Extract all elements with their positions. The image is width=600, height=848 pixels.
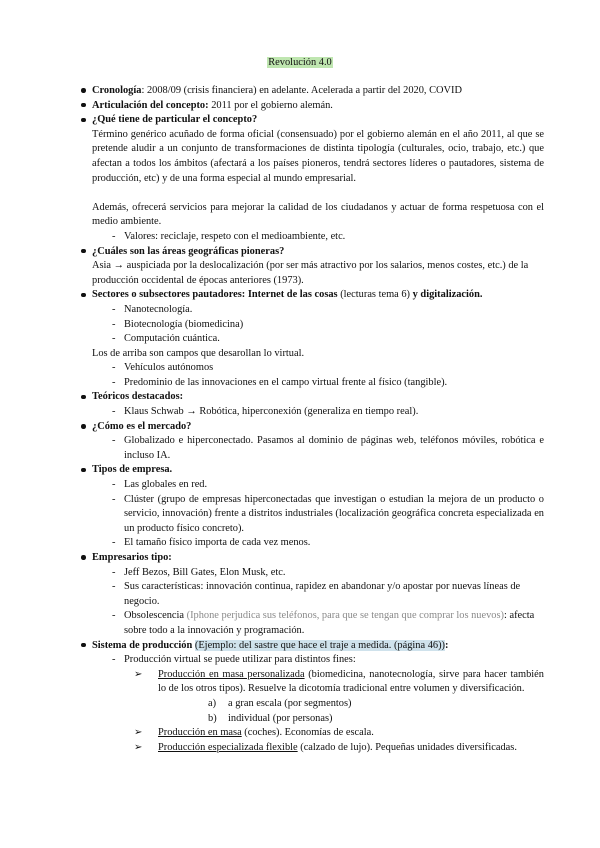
bullet-cronologia (92, 84, 544, 99)
label-sectores: Sectores o subsectores pautadores: Internet de las cosas (92, 289, 338, 301)
letter-marker: a) (208, 697, 217, 709)
bullet-dot-icon (81, 99, 90, 114)
arrow-bullet-icon: ➢ (134, 741, 143, 753)
lettered-text: individual (por personas) (228, 712, 333, 724)
sub-item: - Klaus Schwab → Robótica, hiperconexión (generaliza en tiempo real). (112, 406, 419, 418)
sub-text: Globalizado e hiperconectado. Pasamos al dominio de páginas web, teléfonos móviles, robótica e incluso IA. (124, 435, 544, 461)
sub-item: - Globalizado e hiperconectado. Pasamos al dominio de páginas web, teléfonos móviles, robótica e incluso IA. (112, 435, 544, 461)
sub-item: - Computación cuántica. (112, 333, 220, 345)
sub-item: - Nanotecnología. (112, 303, 193, 315)
sub-text: Vehículos autónomos (124, 362, 214, 374)
particular-para-1: Término genérico acuñado de forma oficial (consensuado) por el gobierno alemán en el año 2011, al que se pretende aludir a un conjunto de transformaciones de distinta tipología (culturales, ocio, trabajo, etc.) que afectan a todos los ámbitos (afectará a los países pioneros, tendrá sectores líderes o pautadores, sistema de producción, etc) y de una forma especial al mundo empresarial. (92, 128, 544, 184)
sub-text: Biotecnología (biomedicina) (124, 318, 244, 330)
bullet-empresarios (92, 551, 544, 566)
label-teoricos: Teóricos destacados: (92, 391, 184, 403)
sub-item: - Vehículos autónomos (112, 362, 214, 374)
bullet-mercado (92, 420, 544, 435)
sub-item: - Biotecnología (biomedicina) (112, 318, 244, 330)
sub-item: - El tamaño físico importa de cada vez menos. (112, 537, 311, 549)
bullet-teoricos (92, 390, 544, 405)
sub-text: Las globales en red. (124, 479, 208, 491)
bullet-dot-icon (81, 84, 90, 99)
label-mercado: ¿Cómo es el mercado? (92, 420, 192, 432)
sub-text: Predominio de las innovaciones en el campo virtual frente al físico (tangible). (124, 376, 448, 388)
particular-para-2: Además, ofrecerá servicios para mejorar la calidad de los ciudadanos y actuar de forma respetuosa con el medio ambiente. (92, 201, 544, 228)
arrow-item (92, 668, 544, 697)
sectores-mid: (lecturas tema 6) (337, 289, 413, 301)
sub-text: Valores: reciclaje, respeto con el medioambiente, etc. (124, 230, 346, 242)
underlined-term: Producción en masa personalizada (158, 668, 305, 680)
bullet-dot-icon (81, 113, 90, 128)
sub-item: - Clúster (grupo de empresas hiperconectadas que investigan o estudian la mejora de un producto o servicio, innovación) frente a distritos industriales (localización geográfica concreta especializada en un producto físico concreto). (112, 493, 544, 534)
highlight-ejemplo: (Ejemplo: del sastre que hace el traje a medida. (página 46)) (194, 639, 446, 651)
bullet-dot-icon (81, 463, 90, 478)
label-sistema: Sistema de producción (92, 639, 193, 651)
arrow-text: (biomedicina, nanotecnología, sirve para hacer también lo de los otros tipos). Resuelve la dicotomía tradicional entre volumen y diversificación. (158, 668, 544, 695)
arrow-text: (coches). Economías de escala. (241, 727, 374, 739)
sectores-text: Los de arriba son campos que desarollan lo virtual. (92, 347, 305, 359)
label-end: : (445, 639, 449, 651)
arrow-item (92, 726, 544, 741)
arrow-bullet-icon: ➢ (134, 668, 143, 680)
sub-text: Obsolescencia (124, 610, 187, 622)
bullet-dot-icon (81, 288, 90, 303)
bullet-sectores (92, 288, 544, 303)
lettered-text: a gran escala (por segmentos) (228, 697, 352, 709)
page-title (0, 56, 600, 71)
bullet-dot-icon (81, 245, 90, 260)
underlined-term: Producción especializada flexible (158, 741, 298, 753)
text-articulacion: 2011 por el gobierno alemán. (208, 99, 333, 111)
lettered-item (92, 697, 544, 712)
bullet-dot-icon (81, 639, 90, 654)
bullet-areas (92, 245, 544, 260)
bullet-tipos (92, 463, 544, 478)
arrow-text: (calzado de lujo). Pequeñas unidades diversificadas. (297, 741, 517, 753)
label-areas: ¿Cuáles son las áreas geográficas pioneras? (92, 245, 285, 257)
notes-body (92, 84, 544, 755)
arrow-bullet-icon: ➢ (134, 727, 143, 739)
bullet-dot-icon (81, 551, 90, 566)
areas-text: Asia → auspiciada por la deslocalización (por ser más atractivo por los salarios, menos costes, etc.) de la producción occidental de épocas anteriores (1973). (92, 260, 529, 286)
gray-note: (Iphone perjudica sus teléfonos, para que se tengan que comprar los nuevos) (186, 610, 504, 622)
title-highlight: Revolución 4.0 (268, 57, 332, 68)
sub-item: - Las globales en red. (112, 479, 208, 491)
sub-item: - Producción virtual se puede utilizar para distintos fines: (112, 654, 356, 666)
sub-item: - Jeff Bezos, Bill Gates, Elon Musk, etc. (112, 566, 286, 578)
text-cronologia: : 2008/09 (crisis financiera) en adelante. Acelerada a partir del 2020, COVID (141, 85, 463, 96)
bullet-particular (92, 113, 544, 128)
label-particular: ¿Qué tiene de particular el concepto? (92, 114, 258, 126)
sub-text: Nanotecnología. (124, 303, 193, 315)
sub-text: Jeff Bezos, Bill Gates, Elon Musk, etc. (124, 566, 286, 578)
label-articulacion: Articulación del concepto: (92, 99, 209, 111)
label-tipos: Tipos de empresa. (92, 464, 173, 476)
bullet-sistema (92, 639, 544, 654)
sub-text: Sus características: innovación continua, rapidez en abandonar y/o apostar por nuevas líneas de negocio. (124, 581, 521, 607)
bullet-articulacion (92, 99, 544, 114)
arrow-item (92, 741, 544, 756)
sub-text: Computación cuántica. (124, 333, 220, 345)
sub-item: - Valores: reciclaje, respeto con el medioambiente, etc. (112, 230, 346, 242)
bullet-dot-icon (81, 420, 90, 435)
lettered-item (92, 712, 544, 727)
sub-text: Producción virtual se puede utilizar para distintos fines: (124, 654, 356, 666)
underlined-term: Producción en masa (158, 727, 242, 739)
sub-item: - Obsolescencia (Iphone perjudica sus teléfonos, para que se tengan que comprar los nuevos): afecta sobre todo a la innovación y programación. (112, 610, 535, 636)
letter-marker: b) (208, 712, 217, 724)
sub-text: Klaus Schwab → Robótica, hiperconexión (generaliza en tiempo real). (124, 406, 419, 418)
sub-item: - Sus características: innovación continua, rapidez en abandonar y/o apostar por nuevas líneas de negocio. (112, 581, 521, 607)
sub-text: El tamaño físico importa de cada vez menos. (124, 537, 311, 549)
sub-text: Clúster (grupo de empresas hiperconectadas que investigan o estudian la mejora de un producto o servicio, innovación) frente a distritos industriales (localización geográfica concreta especializada en un producto físico concreto). (124, 493, 544, 534)
label-sectores-2: y digitalización. (412, 289, 483, 301)
bullet-dot-icon (81, 390, 90, 405)
sub-item: - Predominio de las innovaciones en el campo virtual frente al físico (tangible). (112, 376, 448, 388)
sub-text: : afecta sobre todo a la innovación y programación. (124, 610, 535, 636)
label-empresarios: Empresarios tipo: (92, 552, 172, 563)
label-cronologia: Cronología (92, 85, 142, 96)
